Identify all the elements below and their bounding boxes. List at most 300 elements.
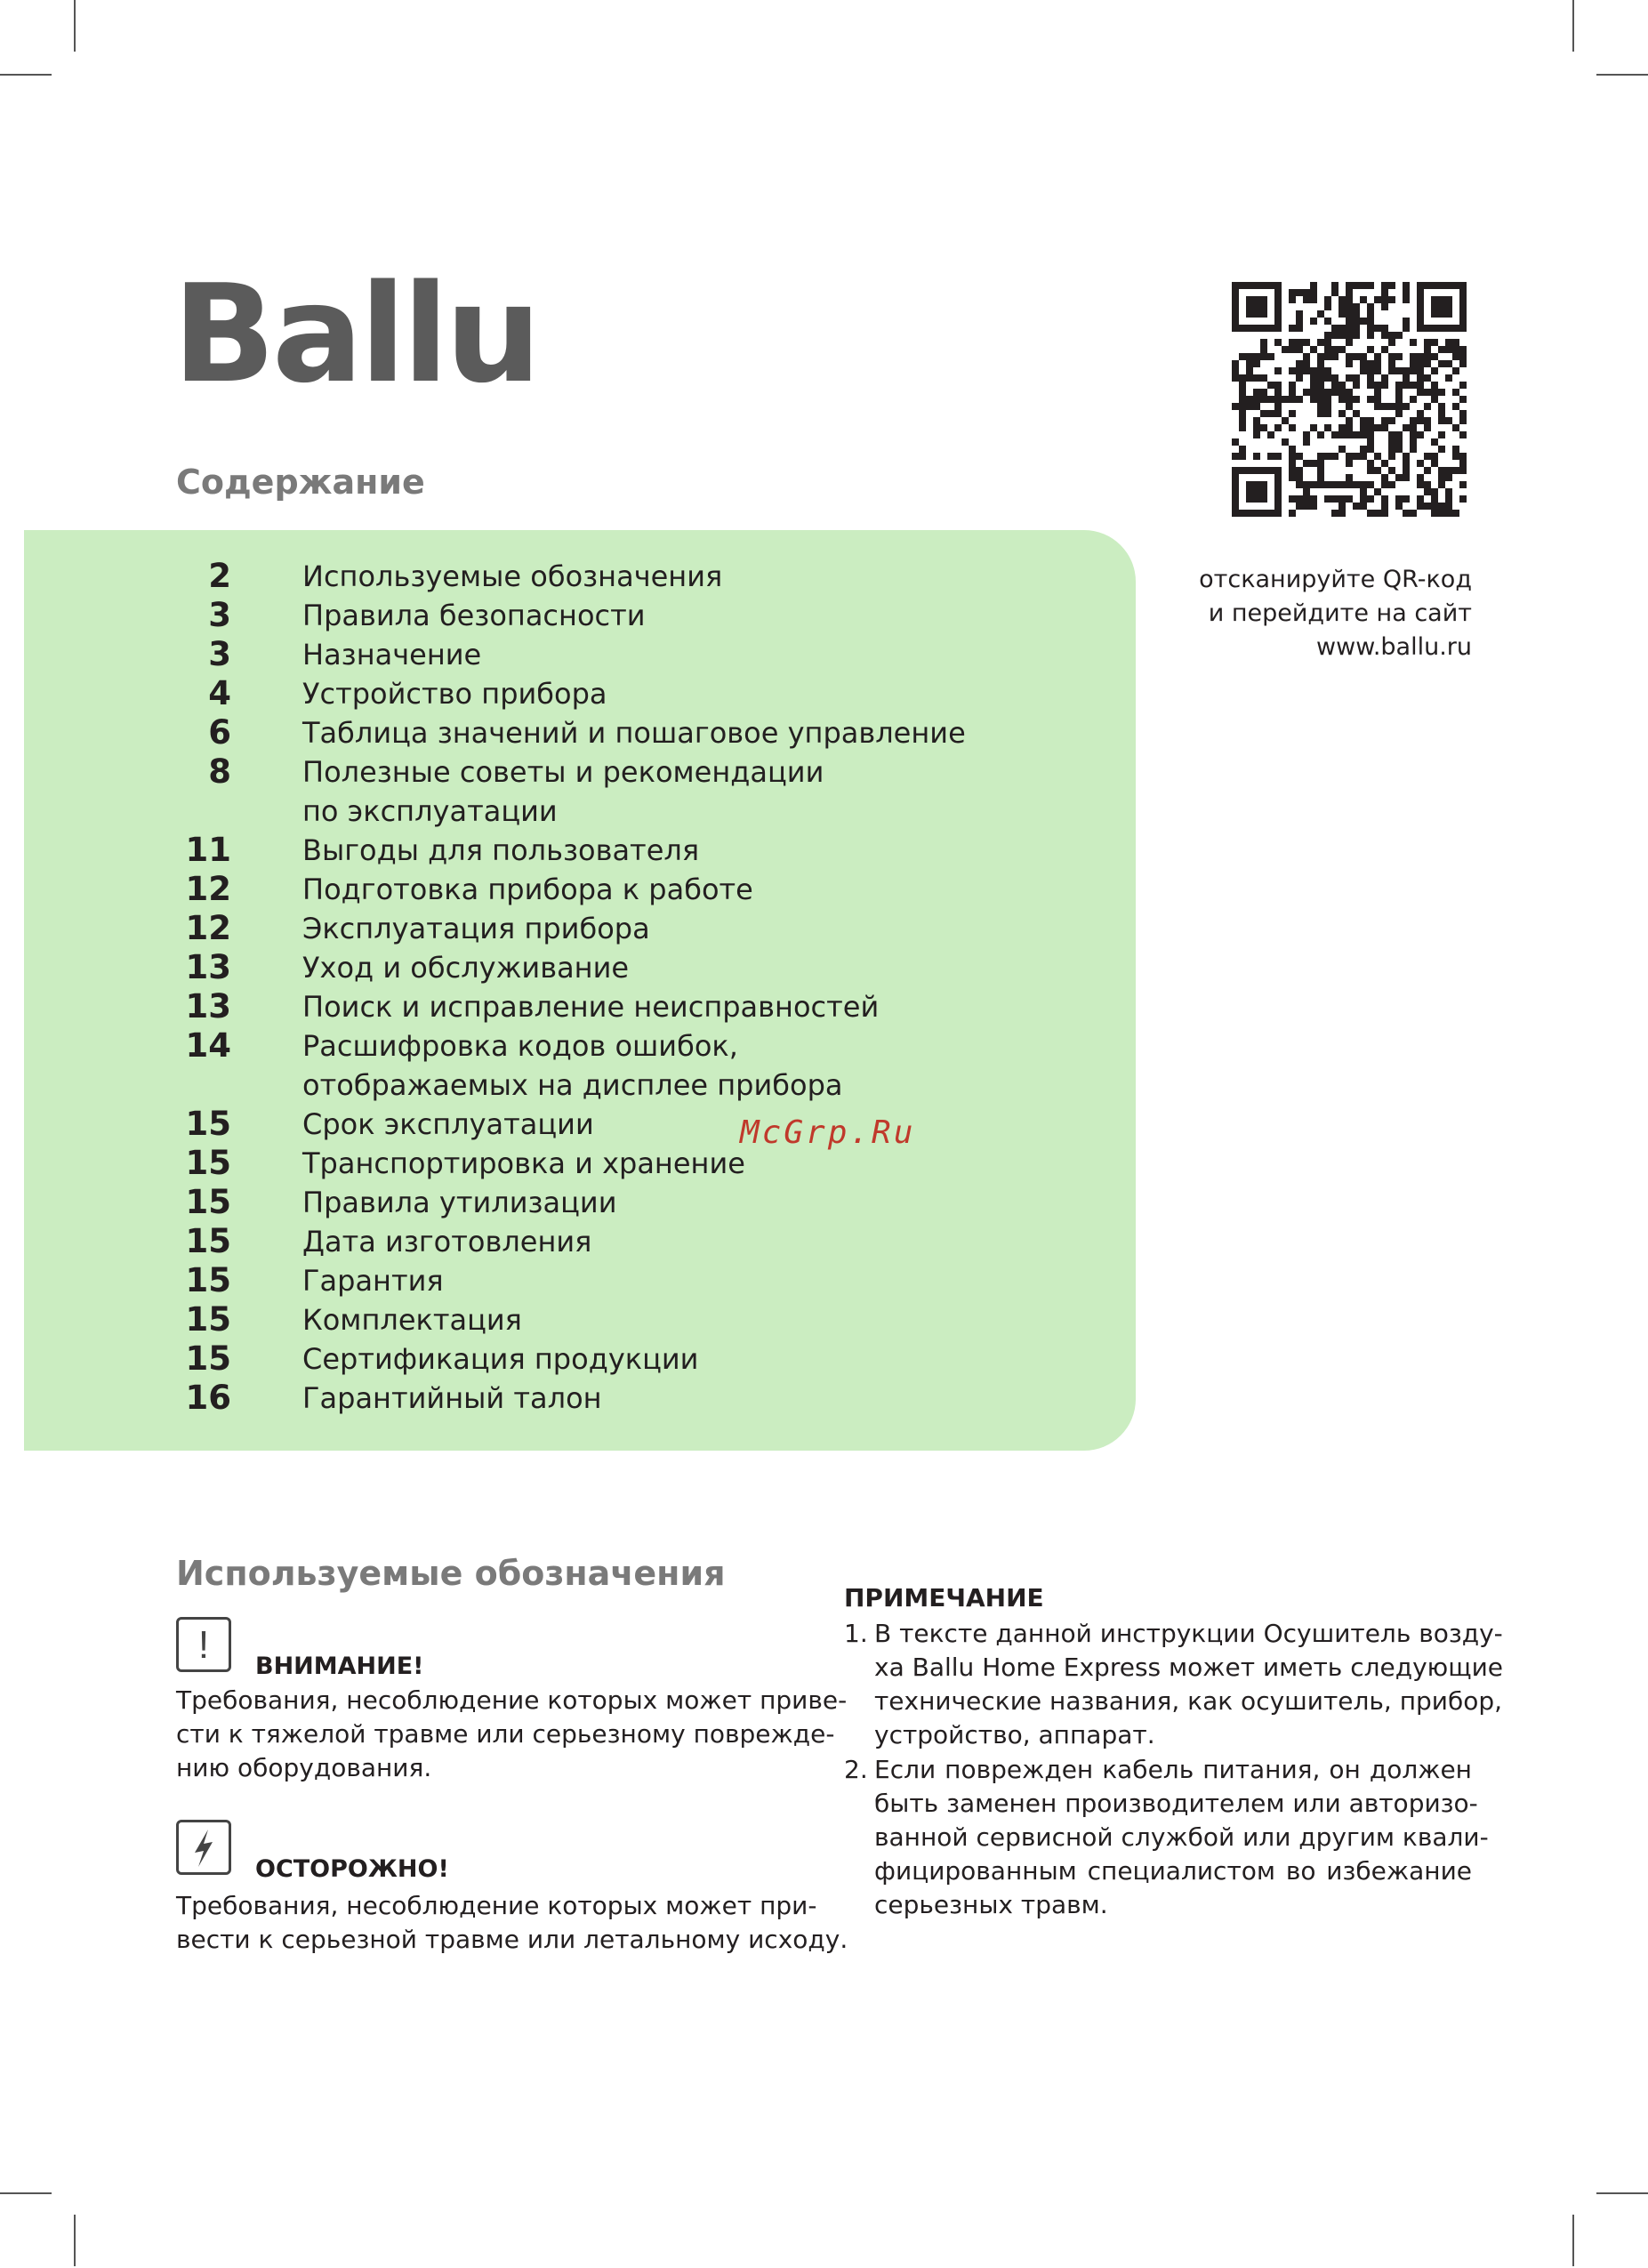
qr-module: [1239, 424, 1246, 431]
qr-module: [1388, 403, 1395, 410]
toc-entry-line: Уход и обслуживание: [302, 951, 630, 985]
watermark: McGrp.Ru: [740, 1114, 916, 1151]
qr-module: [1353, 396, 1360, 403]
caution-text: Требования, несоблюдение которых может при- вести к серьезной травме или летальному исходу.: [176, 1891, 848, 1954]
qr-module: [1417, 389, 1424, 396]
qr-module: [1410, 510, 1417, 517]
qr-module: [1438, 296, 1445, 303]
qr-module: [1282, 346, 1289, 353]
qr-module: [1367, 460, 1374, 467]
toc-entry-line: Поиск и исправление неисправностей: [302, 990, 880, 1024]
qr-module: [1367, 332, 1374, 339]
qr-module: [1274, 453, 1282, 460]
qr-module: [1331, 374, 1338, 382]
qr-module: [1417, 481, 1424, 488]
qr-module: [1374, 453, 1381, 460]
qr-module: [1274, 289, 1282, 296]
qr-module: [1260, 282, 1267, 289]
toc-page-number: 13: [185, 987, 231, 1025]
qr-module: [1367, 374, 1374, 382]
qr-module: [1452, 346, 1459, 353]
qr-module: [1346, 481, 1353, 488]
qr-module: [1388, 467, 1395, 474]
qr-module: [1417, 410, 1424, 417]
qr-module: [1253, 403, 1260, 410]
qr-module: [1417, 289, 1424, 296]
qr-module: [1381, 503, 1388, 510]
qr-module: [1317, 410, 1324, 417]
qr-module: [1431, 396, 1438, 403]
qr-module: [1346, 417, 1353, 424]
qr-module: [1388, 481, 1395, 488]
qr-module: [1360, 446, 1367, 453]
qr-module: [1296, 467, 1303, 474]
qr-module: [1296, 310, 1303, 318]
qr-module: [1296, 339, 1303, 346]
qr-module: [1346, 495, 1353, 503]
qr-module: [1346, 374, 1353, 382]
qr-module: [1353, 503, 1360, 510]
qr-module: [1367, 367, 1374, 374]
qr-module: [1246, 481, 1253, 488]
toc-entry-title: [302, 870, 1014, 909]
toc-entry-title: [302, 1222, 1014, 1261]
qr-module: [1374, 382, 1381, 389]
qr-module: [1338, 310, 1346, 318]
qr-module: [1353, 303, 1360, 310]
toc-entry-title: [302, 1183, 1014, 1222]
qr-module: [1367, 318, 1374, 325]
toc-entry-line: по эксплуатации: [302, 794, 558, 828]
qr-module: [1239, 382, 1246, 389]
qr-module: [1431, 495, 1438, 503]
qr-module: [1324, 403, 1331, 410]
qr-module: [1346, 360, 1353, 367]
qr-module: [1260, 467, 1267, 474]
qr-module: [1374, 510, 1381, 517]
qr-module: [1331, 481, 1338, 488]
qr-module: [1274, 424, 1282, 431]
qr-module: [1445, 310, 1452, 318]
qr-module: [1346, 460, 1353, 467]
qr-module: [1367, 446, 1374, 453]
qr-module: [1289, 460, 1296, 467]
qr-module: [1253, 310, 1260, 318]
toc-entry-line: отображаемых на дисплее прибора: [302, 1068, 843, 1102]
qr-module: [1346, 282, 1353, 289]
qr-module: [1459, 467, 1467, 474]
qr-module: [1424, 417, 1431, 424]
qr-module: [1381, 481, 1388, 488]
qr-module: [1289, 389, 1296, 396]
qr-module: [1360, 431, 1367, 438]
qr-module: [1289, 474, 1296, 481]
qr-module: [1367, 325, 1374, 332]
qr-module: [1431, 503, 1438, 510]
qr-module: [1317, 389, 1324, 396]
qr-module: [1253, 431, 1260, 438]
qr-module: [1424, 346, 1431, 353]
qr-module: [1395, 474, 1403, 481]
qr-module: [1417, 310, 1424, 318]
qr-module: [1246, 488, 1253, 495]
qr-module: [1424, 339, 1431, 346]
qr-module: [1317, 353, 1324, 360]
qr-module: [1452, 510, 1459, 517]
qr-module: [1324, 424, 1331, 431]
qr-module: [1374, 360, 1381, 367]
qr-module: [1445, 374, 1452, 382]
qr-module: [1374, 488, 1381, 495]
qr-module: [1403, 367, 1410, 374]
qr-module: [1388, 431, 1395, 438]
qr-module: [1438, 310, 1445, 318]
qr-module: [1324, 296, 1331, 303]
website-link[interactable]: www.ballu.ru: [1316, 633, 1472, 661]
qr-module: [1459, 353, 1467, 360]
qr-module: [1417, 282, 1424, 289]
qr-module: [1232, 438, 1239, 446]
toc-entry-title: [302, 674, 1014, 713]
toc-entry-line: Расшифровка кодов ошибок,: [302, 1029, 738, 1063]
qr-module: [1431, 389, 1438, 396]
qr-module: [1367, 510, 1374, 517]
qr-module: [1303, 296, 1310, 303]
qr-module: [1452, 446, 1459, 453]
qr-module: [1459, 296, 1467, 303]
qr-module: [1403, 424, 1410, 431]
qr-module: [1417, 374, 1424, 382]
qr-module: [1459, 382, 1467, 389]
qr-module: [1296, 346, 1303, 353]
qr-module: [1239, 353, 1246, 360]
qr-module: [1403, 474, 1410, 481]
toc-entry-title: [302, 752, 1014, 831]
qr-module: [1338, 396, 1346, 403]
qr-module: [1403, 510, 1410, 517]
qr-module: [1296, 503, 1303, 510]
qr-module: [1367, 417, 1374, 424]
qr-module: [1438, 481, 1445, 488]
toc-page-number: 15: [185, 1144, 231, 1182]
qr-module: [1388, 453, 1395, 460]
qr-module: [1338, 431, 1346, 438]
qr-module: [1274, 303, 1282, 310]
crop-mark: [1572, 2215, 1574, 2266]
qr-module: [1274, 488, 1282, 495]
qr-module: [1438, 510, 1445, 517]
qr-module: [1438, 360, 1445, 367]
qr-module: [1360, 360, 1367, 367]
qr-module: [1395, 410, 1403, 417]
toc-page-number: 14: [185, 1026, 231, 1065]
qr-module: [1459, 346, 1467, 353]
qr-module: [1239, 403, 1246, 410]
qr-module: [1303, 353, 1310, 360]
qr-module: [1232, 481, 1239, 488]
qr-module: [1317, 453, 1324, 460]
qr-module: [1331, 453, 1338, 460]
qr-module: [1331, 389, 1338, 396]
qr-module: [1331, 346, 1338, 353]
qr-module: [1310, 460, 1317, 467]
qr-module: [1445, 296, 1452, 303]
qr-module: [1338, 410, 1346, 417]
qr-code[interactable]: [1232, 282, 1467, 517]
qr-module: [1274, 325, 1282, 332]
qr-module: [1431, 296, 1438, 303]
qr-module: [1253, 453, 1260, 460]
crop-mark: [0, 2192, 52, 2194]
qr-module: [1260, 325, 1267, 332]
qr-module: [1367, 382, 1374, 389]
qr-module: [1317, 431, 1324, 438]
qr-module: [1331, 510, 1338, 517]
qr-module: [1410, 417, 1417, 424]
qr-module: [1424, 325, 1431, 332]
qr-module: [1289, 446, 1296, 453]
qr-module: [1303, 289, 1310, 296]
qr-module: [1438, 346, 1445, 353]
qr-module: [1246, 374, 1253, 382]
qr-module: [1317, 367, 1324, 374]
qr-module: [1289, 382, 1296, 389]
qr-module: [1296, 495, 1303, 503]
qr-module: [1395, 495, 1403, 503]
qr-module: [1232, 296, 1239, 303]
qr-module: [1324, 374, 1331, 382]
qr-module: [1403, 282, 1410, 289]
qr-module: [1253, 417, 1260, 424]
qr-module: [1346, 396, 1353, 403]
toc-page-number: 15: [185, 1222, 231, 1260]
qr-module: [1260, 424, 1267, 431]
qr-module: [1395, 503, 1403, 510]
qr-module: [1445, 339, 1452, 346]
qr-module: [1424, 424, 1431, 431]
qr-module: [1331, 353, 1338, 360]
qr-module: [1403, 403, 1410, 410]
qr-module: [1360, 488, 1367, 495]
qr-module: [1445, 503, 1452, 510]
qr-module: [1381, 332, 1388, 339]
qr-module: [1346, 353, 1353, 360]
qr-module: [1310, 481, 1317, 488]
qr-module: [1388, 353, 1395, 360]
qr-module: [1289, 339, 1296, 346]
qr-module: [1360, 282, 1367, 289]
qr-module: [1431, 353, 1438, 360]
qr-module: [1424, 389, 1431, 396]
caution-heading: ОСТОРОЖНО!: [255, 1855, 449, 1883]
toc-entry-title: [302, 596, 1014, 635]
qr-module: [1303, 438, 1310, 446]
attention-text: Требования, несоблюдение которых может приве- сти к тяжелой травме или серьезному поврежде- нию оборудования.: [176, 1685, 848, 1782]
qr-module: [1317, 403, 1324, 410]
qr-module: [1274, 495, 1282, 503]
qr-module: [1395, 367, 1403, 374]
qr-module: [1246, 396, 1253, 403]
toc-entry-title: [302, 635, 1014, 674]
qr-module: [1260, 303, 1267, 310]
qr-module: [1381, 424, 1388, 431]
toc-page-number: 12: [185, 870, 231, 908]
qr-module: [1367, 303, 1374, 310]
qr-module: [1239, 374, 1246, 382]
qr-module: [1289, 346, 1296, 353]
qr-module: [1360, 424, 1367, 431]
crop-mark: [1572, 0, 1574, 52]
qr-module: [1289, 424, 1296, 431]
toc-page-number: 3: [208, 635, 231, 673]
qr-module: [1303, 495, 1310, 503]
qr-module: [1367, 467, 1374, 474]
qr-module: [1232, 453, 1239, 460]
qr-module: [1417, 303, 1424, 310]
qr-module: [1338, 481, 1346, 488]
qr-module: [1317, 310, 1324, 318]
qr-module: [1445, 282, 1452, 289]
qr-module: [1317, 474, 1324, 481]
qr-module: [1331, 495, 1338, 503]
qr-module: [1267, 467, 1274, 474]
qr-module: [1317, 460, 1324, 467]
qr-module: [1445, 303, 1452, 310]
qr-module: [1353, 410, 1360, 417]
qr-module: [1239, 417, 1246, 424]
qr-module: [1381, 289, 1388, 296]
section-title: Используемые обозначения: [176, 1554, 726, 1593]
qr-module: [1438, 417, 1445, 424]
toc-entry-line: Гарантия: [302, 1264, 444, 1298]
qr-module: [1239, 446, 1246, 453]
qr-module: [1303, 481, 1310, 488]
qr-module: [1374, 396, 1381, 403]
qr-module: [1310, 282, 1317, 289]
qr-module: [1310, 296, 1317, 303]
qr-module: [1232, 318, 1239, 325]
qr-module: [1417, 503, 1424, 510]
qr-module: [1459, 410, 1467, 417]
qr-module: [1232, 360, 1239, 367]
qr-module: [1246, 360, 1253, 367]
qr-module: [1388, 360, 1395, 367]
qr-module: [1274, 389, 1282, 396]
qr-module: [1410, 382, 1417, 389]
qr-module: [1338, 346, 1346, 353]
qr-module: [1346, 389, 1353, 396]
qr-module: [1381, 382, 1388, 389]
qr-module: [1289, 289, 1296, 296]
toc-entry-title: [302, 831, 1014, 870]
qr-module: [1253, 467, 1260, 474]
qr-module: [1445, 474, 1452, 481]
qr-module: [1417, 382, 1424, 389]
qr-module: [1374, 296, 1381, 303]
qr-module: [1438, 474, 1445, 481]
qr-module: [1331, 332, 1338, 339]
qr-module: [1353, 318, 1360, 325]
toc-entry-line: Полезные советы и рекомендации: [302, 755, 824, 789]
qr-module: [1395, 396, 1403, 403]
qr-module: [1417, 325, 1424, 332]
qr-module: [1381, 510, 1388, 517]
qr-module: [1296, 374, 1303, 382]
toc-page-number: 11: [185, 831, 231, 869]
qr-module: [1232, 374, 1239, 382]
qr-module: [1296, 396, 1303, 403]
qr-module: [1417, 367, 1424, 374]
qr-module: [1346, 303, 1353, 310]
qr-module: [1310, 389, 1317, 396]
qr-module: [1253, 296, 1260, 303]
qr-module: [1239, 396, 1246, 403]
qr-module: [1403, 374, 1410, 382]
qr-module: [1381, 495, 1388, 503]
qr-module: [1324, 481, 1331, 488]
qr-module: [1338, 446, 1346, 453]
qr-module: [1239, 389, 1246, 396]
qr-module: [1438, 389, 1445, 396]
qr-module: [1289, 467, 1296, 474]
qr-module: [1239, 282, 1246, 289]
qr-module: [1331, 325, 1338, 332]
qr-module: [1324, 332, 1331, 339]
qr-module: [1388, 339, 1395, 346]
qr-module: [1338, 510, 1346, 517]
qr-module: [1360, 453, 1367, 460]
qr-module: [1374, 325, 1381, 332]
qr-module: [1381, 417, 1388, 424]
qr-module: [1274, 467, 1282, 474]
qr-module: [1431, 310, 1438, 318]
qr-module: [1274, 396, 1282, 403]
toc-entry-line: Правила безопасности: [302, 599, 646, 632]
qr-module: [1253, 374, 1260, 382]
qr-module: [1360, 495, 1367, 503]
qr-module: [1296, 318, 1303, 325]
qr-module: [1289, 495, 1296, 503]
qr-module: [1338, 382, 1346, 389]
exclamation-icon: !: [176, 1617, 231, 1672]
qr-module: [1317, 481, 1324, 488]
qr-module: [1431, 282, 1438, 289]
qr-module: [1253, 488, 1260, 495]
qr-module: [1431, 510, 1438, 517]
toc-entry-line: Правила утилизации: [302, 1186, 617, 1219]
qr-module: [1346, 339, 1353, 346]
qr-module: [1388, 438, 1395, 446]
qr-module: [1424, 503, 1431, 510]
qr-module: [1367, 424, 1374, 431]
qr-module: [1452, 424, 1459, 431]
qr-module: [1424, 360, 1431, 367]
qr-module: [1289, 396, 1296, 403]
toc-entry-title: [302, 948, 1014, 987]
toc-page-number: 3: [208, 596, 231, 634]
qr-module: [1282, 396, 1289, 403]
qr-module: [1331, 289, 1338, 296]
qr-module: [1410, 360, 1417, 367]
qr-module: [1459, 360, 1467, 367]
qr-module: [1274, 339, 1282, 346]
qr-module: [1424, 403, 1431, 410]
qr-module: [1353, 481, 1360, 488]
qr-module: [1267, 410, 1274, 417]
qr-caption-line: и перейдите на сайт: [1208, 599, 1472, 627]
qr-module: [1260, 389, 1267, 396]
qr-module: [1232, 510, 1239, 517]
